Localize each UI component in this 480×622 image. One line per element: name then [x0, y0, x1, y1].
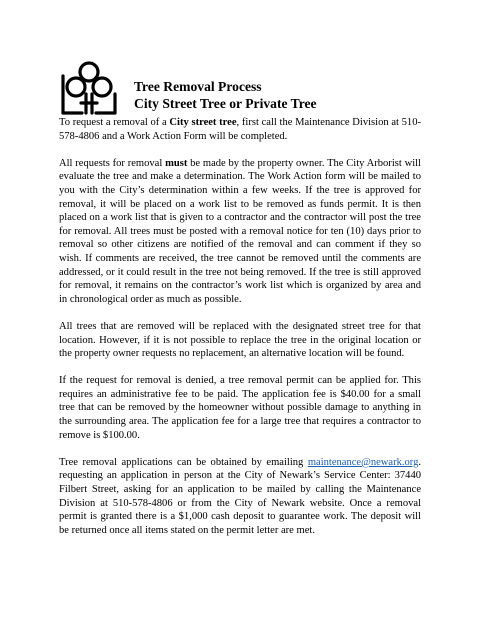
paragraph-removal-permit: If the request for removal is denied, a tree removal permit can be applied for. This requires an administrative fee to be paid. The application fee is $40.00 for a small tree that can be removed by the homeowner without possible damage to anything in the surrounding area. The application fee for a large tree that requires a contractor to remove is $100.00. — [59, 375, 421, 441]
paragraph-city-street-tree — [59, 116, 421, 143]
p1-text-a: To request a removal of a — [59, 117, 170, 128]
title-line-2: City Street Tree or Private Tree — [134, 96, 317, 111]
p1-text-c: , first call the Maintenance Division at 510-578-4806 and a Work Action Form will be completed. — [59, 117, 421, 142]
document-body — [59, 116, 421, 551]
p2-text-a: All requests for removal — [59, 157, 166, 169]
maintenance-email-link[interactable]: maintenance@newark.org — [307, 456, 419, 468]
p5-text-a: Tree removal applications can be obtained by emailing — [59, 456, 308, 468]
city-of-newark-logo-icon — [60, 60, 118, 116]
paragraph-owner-requests — [59, 157, 421, 307]
p1-bold: City street tree — [169, 117, 237, 128]
p5-text-c: . requesting an application in person at the City of Newark’s Service Center: 37440 Filbert Street, asking for an application to be mailed by calling the Maintenance Division at 510-578-4806 or from the City of Newark website. Once a removal permit is granted there is a $1,000 cash deposit to guarantee work. The deposit will be returned once all items stated on the permit letter are met. — [59, 456, 421, 536]
title-block — [134, 78, 317, 112]
paragraph-applications — [59, 456, 421, 538]
paragraph-replacement: All trees that are removed will be replaced with the designated street tree for that location. However, if it is not possible to replace the tree in the original location or the property owner requests no replacement, an alternative location will be found. — [59, 320, 421, 360]
p2-bold: must — [165, 157, 188, 169]
title-line-1: Tree Removal Process — [134, 79, 262, 94]
p2-text-c: be made by the property owner. The City Arborist will evaluate the tree and make a determination. The Work Action form will be mailed to you with the City’s determination within a few weeks. If the tree is approved for removal, it will be placed on a work list to be removed as funds permit. It is then placed on a work list that is given to a contractor and the contractor will post the tree for removal. All trees must be posted with a removal notice for ten (10) days prior to removal so other citizens are notified of the removal and can comment if they so wish. If comments are received, the tree cannot be removed until the comments are addressed, or it could result in the tree not being removed. If the tree is still approved for removal, it remains on the contractor’s work list which is organized by area and in chronological order as much as possible. — [59, 157, 421, 305]
